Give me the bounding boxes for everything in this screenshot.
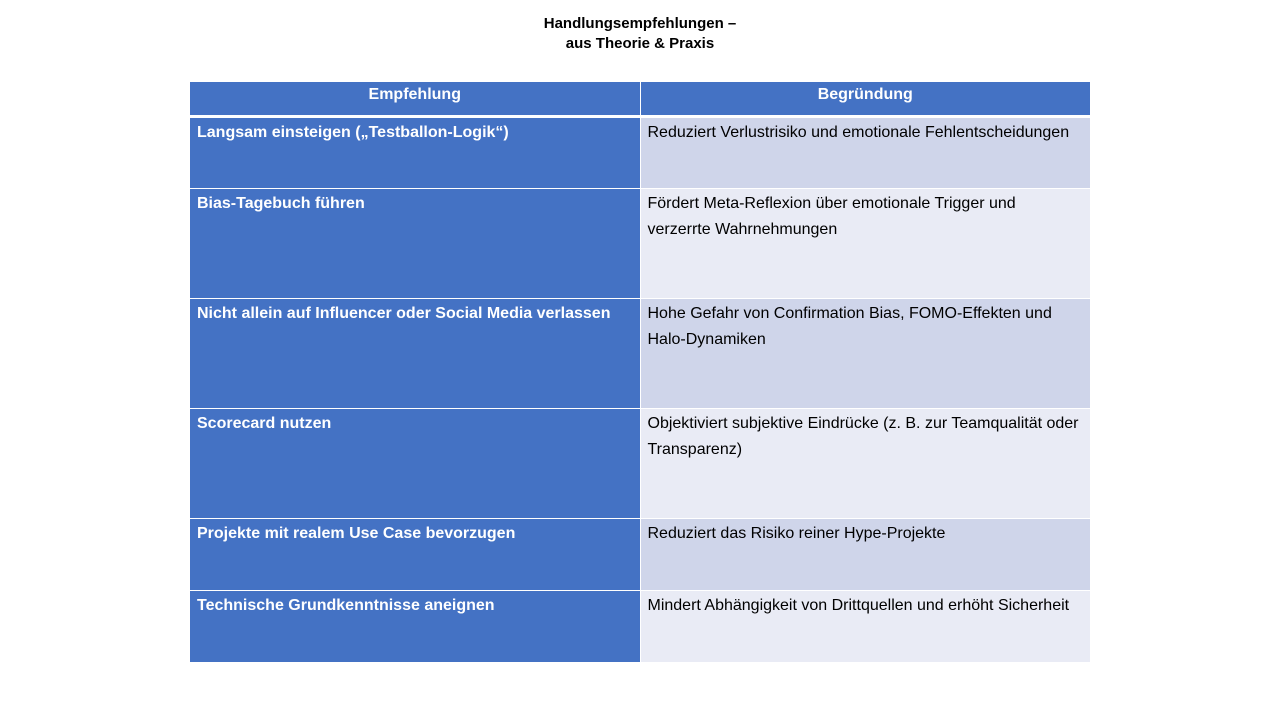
column-header-empfehlung: Empfehlung	[190, 82, 640, 116]
table-row	[190, 116, 1090, 188]
reason-cell: Fördert Meta-Reflexion über emotionale Trigger und verzerrte Wahrnehmungen	[640, 188, 1090, 298]
column-header-begruendung: Begründung	[640, 82, 1090, 116]
recommendation-cell: Langsam einsteigen („Testballon-Logik“)	[190, 116, 640, 188]
recommendation-cell: Projekte mit realem Use Case bevorzugen	[190, 518, 640, 590]
slide-title-line-1: Handlungsempfehlungen –	[543, 15, 737, 32]
recommendation-cell: Scorecard nutzen	[190, 408, 640, 518]
table-row	[190, 518, 1090, 590]
table-row	[190, 590, 1090, 662]
reason-cell: Hohe Gefahr von Confirmation Bias, FOMO-Effekten und Halo-Dynamiken	[640, 298, 1090, 408]
reason-cell: Reduziert Verlustrisiko und emotionale Fehlentscheidungen	[640, 116, 1090, 188]
table-row	[190, 188, 1090, 298]
recommendations-table	[190, 82, 1090, 663]
slide-title	[0, 14, 1280, 54]
recommendation-cell: Bias-Tagebuch führen	[190, 188, 640, 298]
reason-cell: Objektiviert subjektive Eindrücke (z. B. zur Teamqualität oder Transparenz)	[640, 408, 1090, 518]
reason-cell: Reduziert das Risiko reiner Hype-Projekte	[640, 518, 1090, 590]
table-header-row	[190, 82, 1090, 116]
recommendation-cell: Technische Grundkenntnisse aneignen	[190, 590, 640, 662]
reason-cell: Mindert Abhängigkeit von Drittquellen und erhöht Sicherheit	[640, 590, 1090, 662]
recommendation-cell: Nicht allein auf Influencer oder Social Media verlassen	[190, 298, 640, 408]
table-row	[190, 408, 1090, 518]
table-row	[190, 298, 1090, 408]
slide-title-line-2: aus Theorie & Praxis	[565, 35, 715, 52]
